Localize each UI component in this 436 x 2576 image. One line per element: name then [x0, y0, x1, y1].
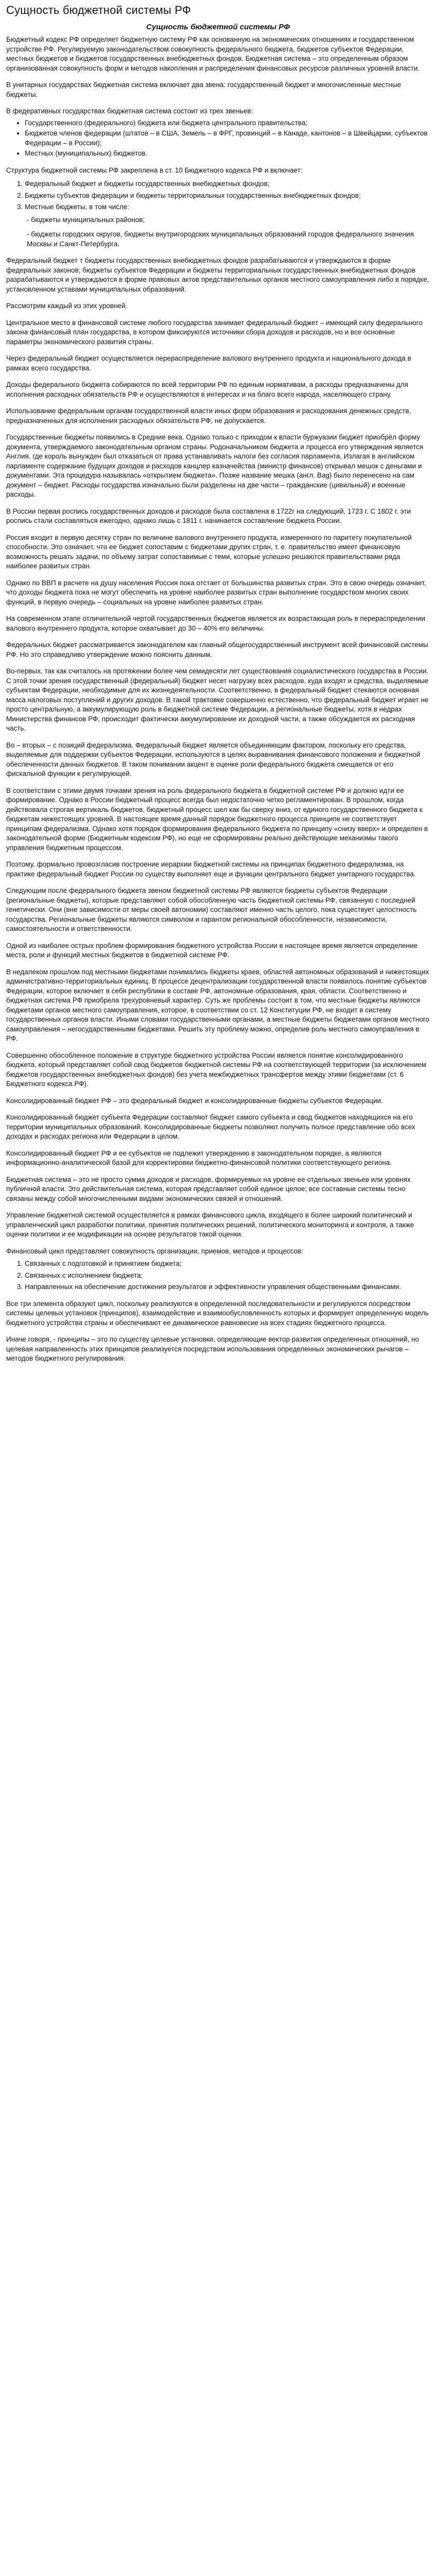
- paragraph-text: Консолидированный бюджет РФ – это федеральный бюджет и консолидированные бюджеты субъектов Федерации.: [6, 1096, 383, 1105]
- paragraph-text: В соответствии с этими двумя точками зрения на роль федерального бюджета в бюджетной системе РФ и должно идти ее формирование. Однако в России бюджетный процесс всегда был недостаточно четко регламентирован. В прошлом, когда действовала строгая вертикаль бюджетов, бюджетный процесс шел как бы сверху вниз, от единого государственного бюджета к бюджетам нижестоящих уровней. В настоящее время данный порядок бюджетного процесса принципе не соответствует принципам федерализма. Однако хотя порядок формирования федерального бюджета по принципу «снизу вверх» и определен в законодательной форме (Бюджетным кодексом РФ), но еще не сформированы реально действующие механизмы такого управления бюджетным процессом.: [6, 786, 428, 852]
- paragraph: [6, 1149, 430, 1168]
- paragraph-text: На современном этапе отличительной чертой государственных бюджетов является их возрастающая роль в перераспределении валового внутреннего продукта, которое охватывает до 30 – 40% его величины.: [6, 615, 425, 632]
- paragraph-text: Однако по ВВП в расчете на душу населения Россия пока отстает от большинства развитых стран. Это в свою очередь означает, что доходы бюджета пока не могут обеспечить на уровне наиболее развитых стран выполнение государством многих своих функций, в первую очередь – социальных на уровне наиболее развитых стран.: [6, 579, 426, 606]
- paragraph-text: В недалеком прошлом под местными бюджетами понимались бюджеты краев, областей автономных образований и нижестоящих административно-территориальных единиц. В процессе децентрализации государственной власти появилось понятие субъектов Федерации, которое включает в себя республики в составе РФ, автономные образования, края, области. Соответственно и бюджетная система РФ приобрела трехуровневый характер. Суть же проблемы состоит в том, что местные бюджеты являются бюджетами органов местного самоуправления, которое, в соответствии со ст. 12 Конституции РФ, не входит в систему государственных органов власти. Иными словами государственными органами, а местные бюджеты бюджетами органов местного самоуправления – негосударственными бюджетами. Решить эту проблему можно, определив роль местного самоуправления в РФ.: [6, 968, 429, 1042]
- paragraph-text: Во – вторых – с позиций федерализма. Федеральный бюджет является объединяющим фактором, поскольку его средства, выделяемые для поддержки субъектов Федерации, используются в целях выравнивания финансового положения и бюджетной обеспеченности данных бюджетов. В таком понимании акцент в оценке роли федерального бюджета смещается от его фискальной функции к регулирующей.: [6, 741, 421, 777]
- paragraph: [6, 507, 430, 526]
- list-item: - бюджеты муниципальных районов;: [27, 215, 145, 224]
- paragraph-text: Федеральных бюджет рассматривается законодателем как главный общегосударственный инструмент всей финансовой системы РФ. Но это справедливо утверждение можно пояснить данным.: [6, 641, 428, 658]
- page-title: Сущность бюджетной системы РФ: [6, 4, 191, 16]
- paragraph-text: Рассмотрим каждый из этих уровней.: [6, 302, 128, 310]
- list-item: • Местных (муниципальных) бюджетов.: [25, 149, 430, 159]
- paragraph: [6, 1335, 430, 1364]
- paragraph: [6, 318, 430, 347]
- paragraph-text: Государственные бюджеты появились в Средние века. Однако только с приходом к власти буржуазии бюджет приобрёл форму документа, утверждаемого законодательным органом страны. Родоначальником бюджета и процесса его утверждения является Англия, где король вынужден был отказаться от права устанавливать налоги без согласия парламента. Излагая в английском парламенте содержание будущих доходов и расходов канцлер казначейства (министр финансов) открывал мешок с деньгами и документами. Эта процедура называлась «открытием бюджета». Позже название мешка (англ. Bag) было перенесено на сам документ – бюджет. Расходы государства изначально были разделены на две части – гражданские (цивильный) и военные расходы.: [6, 433, 424, 498]
- paragraph: [6, 1051, 430, 1089]
- paragraph: [6, 1113, 430, 1142]
- paragraph: [6, 579, 430, 607]
- paragraph-text: Бюджетная система – это не просто сумма доходов и расходов, формируемых на уровне ее отдельных звеньев или уровнях публичной власти. Это действительная система, которая представляет собой единое целое; все составные системы тесно связаны между собой многочисленными видами экономических связей и отношений.: [6, 1175, 411, 1202]
- paragraph-text: Следующим после федерального бюджета звеном бюджетной системы РФ являются бюджеты субъектов Федерации (региональные бюджеты), которые представляют собой обособленную часть бюджетной системы РФ, связанную с последней генетически. Они (вне зависимости от меры своей автономии) составляют именно часть целого, пока существует целостность государства. Региональные бюджеты являются символом и гарантом региональной обособленности, независимости, самостоятельности и ответственности.: [6, 887, 417, 933]
- paragraph-text: Поэтому, формально провозгласив построение иерархии бюджетной системы на принципах бюджетного федерализма, на практике федеральный бюджет России по существу выполняет еще и функции центрального бюджет унитарного государства.: [6, 860, 416, 878]
- paragraph: [6, 741, 430, 779]
- paragraph: [6, 1175, 430, 1204]
- paragraph: [6, 354, 430, 373]
- paragraph-text: Центральное место в финансовой системе любого государства занимает федеральный бюджет – имеющий силу федерального закона финансовый план государства, в котором фиксируются источники сбора доходов и расходов, но и все основные параметры экономического развития страны.: [6, 318, 423, 346]
- paragraph-text: Одной из наиболее острых проблем формирования бюджетного устройства России в настоящее время является определение места, роли и функций местных бюджетов в бюджетной системе РФ.: [6, 941, 417, 959]
- paragraph: [6, 640, 430, 659]
- list-item: 1. Связанных с подготовкой и принятием бюджета;: [25, 1259, 430, 1269]
- paragraph: [6, 968, 430, 1044]
- section-subtitle: Сущность бюджетной системы РФ: [146, 23, 290, 31]
- paragraph-text: Структура бюджетной системы РФ закреплена в ст. 10 Бюджетного кодекса РФ и включает:: [6, 166, 303, 174]
- financial-cycle-list: [6, 1259, 430, 1292]
- paragraph: [6, 406, 430, 426]
- paragraph-text: Консолидированный бюджет РФ и ее субъектов не подлежит утверждению в законодательном порядке, а являются информационно-аналитической базой для корректировки бюджетно-финансовой политики соответствующего региона.: [6, 1149, 392, 1166]
- paragraph-text: Через федеральный бюджет осуществляется перераспределение валового внутреннего продукта и национального дохода в рамках всего государства.: [6, 354, 411, 372]
- paragraph: [6, 433, 430, 500]
- paragraph-text: Финансовый цикл представляет совокупность организации, приемов, методов и процессов:: [6, 1247, 303, 1255]
- paragraph-unitary: [6, 80, 430, 99]
- paragraph-text: Все три элемента образуют цикл, поскольку реализуются в определенной последовательности и регулируются посредством системы целевых установок (принципов), взаимодействие и взаимообусловленность которых и формирует определенную модель бюджетного устройства страны и обеспечивают ее динамическое равновесие на всех стадиях бюджетного процесса.: [6, 1299, 429, 1327]
- paragraph-text: Управление бюджетной системой осуществляется в рамках финансового цикла, входящего в более широкий политический и управленческий цикл разработки политики, принятия политических решений, политического мониторинга и контроля, а также оценки политики и ее модификации на основе результатов такой оценки.: [6, 1211, 414, 1238]
- paragraph-intro: [6, 35, 430, 73]
- list-item: • Бюджетов членов федерации (штатов – в США, Земель – в ФРГ, провинций – в Канаде, кантонов – в Швейцарии, субъектов Федерации – в России);: [25, 129, 430, 148]
- list-item: • Государственного (федерального) бюджета или бюджета центрального правительства;: [25, 118, 430, 128]
- paragraph-structure: [6, 166, 430, 176]
- paragraph: [6, 667, 430, 734]
- local-budgets-list: [6, 215, 430, 249]
- list-item: 3. Местные бюджеты, в том числе:: [25, 202, 430, 212]
- paragraph: [6, 1096, 430, 1106]
- list-item: 2. Бюджеты субъектов федерации и бюджеты территориальных государственных внебюджетных фондов;: [25, 191, 430, 201]
- paragraph: [6, 380, 430, 399]
- federal-tiers-list: [6, 118, 430, 159]
- paragraph-text: Доходы федерального бюджета собираются по всей территории РФ по единым нормативам, а расходы предназначены для исполнения расходных обязательств РФ и осуществляются в интересах и на благо всего народа, населяющего страну.: [6, 381, 409, 398]
- paragraph-text: Совершенно обособленное положение в структуре бюджетного устройства России является понятие консолидированного бюджета, который представляет собой свод бюджетов бюджетной системы РФ на соответствующей территории (за исключением бюджетов государственных внебюджетных фондов) без учета межбюджетных трансфертов между этими бюджетами (ст. 6 Бюджетного кодекса РФ).: [6, 1051, 427, 1088]
- paragraph: [6, 301, 430, 311]
- structure-list: [6, 179, 430, 212]
- paragraph-text: Бюджетный кодекс РФ определяет бюджетную систему РФ как основанную на экономических отношениях и государственном устройстве РФ. Регулируемую законодательством совокупность федерального бюджета, бюджетов субъектов Федерации, местных бюджетов и бюджетов государственных внебюджетных фондов. Бюджетная система – это определенным образом организованная совокупность форм и методов накопления и распределения финансовых ресурсов различных уровней власти.: [6, 36, 420, 72]
- paragraph: [6, 614, 430, 633]
- paragraph-text: Федеральный бюджет т бюджеты государственных внебюджетных фондов разрабатываются и утверждаются в форме федеральных законов; бюджеты субъектов Федерации и бюджеты территориальных государственных внебюджетных фондов разрабатываются и утверждаются в форме правовых актов представительных органов местного самоуправления либо в порядке, установленном уставами муниципальных образований.: [6, 257, 429, 293]
- paragraph: [6, 1211, 430, 1240]
- list-item: 1. Федеральный бюджет и бюджеты государственных внебюджетных фондов;: [25, 179, 430, 189]
- paragraph: [6, 941, 430, 960]
- paragraph: [6, 533, 430, 571]
- paragraph-text: В федеративных государствах бюджетная система состоит из трех звеньев:: [6, 107, 253, 115]
- paragraph-text: Консолидированный бюджет субъекта Федерации составляют бюджет самого субъекта и свод бюджетов находящихся на его территории муниципальных образований. Консолидированные бюджеты позволяют получить полное представление обо всех доходах и расходах региона или Федерации в целом.: [6, 1113, 415, 1140]
- paragraph-text: В унитарных государствах бюджетная система включает два звена: государственный бюджет и многочисленные местные бюджеты.: [6, 81, 402, 98]
- paragraph: [6, 786, 430, 853]
- paragraph-text: Россия входит в первую десятку стран по величине валового внутреннего продукта, измеренного по паритету покупательной способности. Это означает, что ее бюджет сопоставим с бюджетами других стран, т. е. правительство имеет финансовую возможность решать задачи, по объему затрат сопоставимые с теми, которые успешно решаются правительствами ряда наиболее развитых стран.: [6, 533, 412, 570]
- paragraph-text: Иначе говоря, - принципы – это по существу целевые установки, определяющие вектор развития определенных отношений, но целевая направленность этих принципов реализуется посредством использования определенных экономических рычагов – методов бюджетного регулирования.: [6, 1335, 420, 1362]
- paragraph: [6, 256, 430, 294]
- paragraph: [6, 1299, 430, 1328]
- paragraph: [6, 1247, 430, 1257]
- paragraph-text: Использование федеральным органам государственной власти иных форм образования и расходования денежных средств, предназначенных для исполнения расходных обязательств РФ, не допускается.: [6, 407, 411, 425]
- paragraph-text: В России первая роспись государственных доходов и расходов была составлена в 1722г на следующий, 1723 г. С 1802 г. эти роспись стали составляться ежегодно, однако лишь с 1811 г. начинается составление бюджета России.: [6, 507, 411, 524]
- list-item: - бюджеты городских округов, бюджеты внутригородских муниципальных образований городов федерального значения Москвы и Санкт-Петербурга.: [27, 230, 414, 248]
- paragraph-federal: [6, 107, 430, 116]
- paragraph: [6, 886, 430, 934]
- list-item: 3. Направленных на обеспечение достижения результатов и эффективности управления общественными финансами.: [25, 1282, 430, 1292]
- paragraph-text: Во-первых, так как считалось на протяжении более чем семидесяти лет существования социалистического государства в России. С этой точки зрения государственный (федеральный) бюджет несет нагрузку всех расходов, куда входят и средства, выделяемые субъектам Федерации, необходимые для их жизнедеятельности. Соответственно, в федеральный бюджет стекаются основная масса налоговых поступлений и других доходов. В такой трактовке совершенно естественно, что федеральный бюджет играет не просто центральную, а аккумулирующую роль в бюджетной системе Федерации, а региональные бюджеты, хотя в недрах Министерства финансов РФ, происходит фактически аккумулирование их доходной части, а также обсуждается их расходная часть.: [6, 667, 429, 732]
- list-item: 2. Связанных с исполнением бюджета;: [25, 1271, 430, 1281]
- paragraph: [6, 860, 430, 879]
